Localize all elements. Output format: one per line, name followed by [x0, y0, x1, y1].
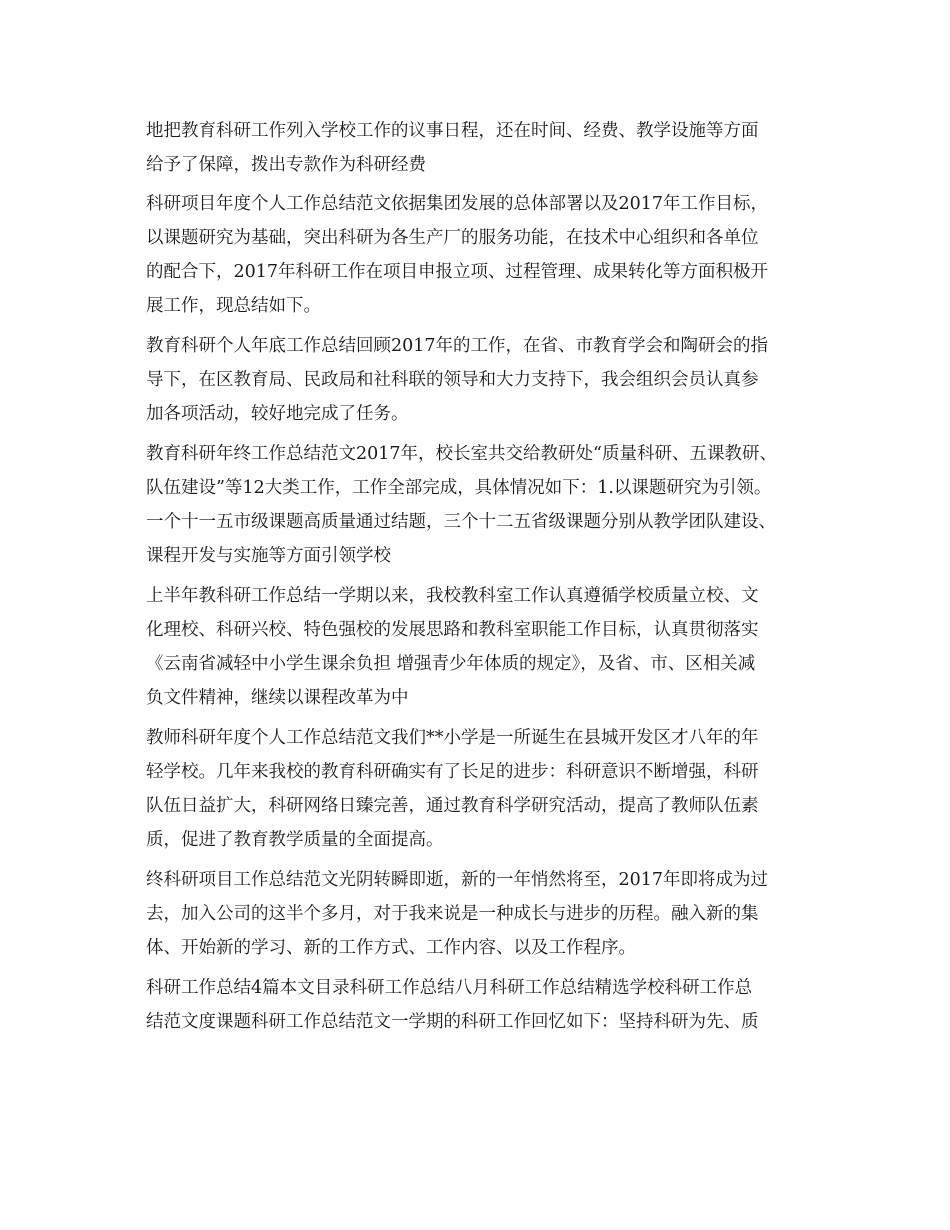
text-line: 化理校、科研兴校、特色强校的发展思路和教科室职能工作目标，认真贯彻落实: [146, 620, 759, 640]
text-line: 展工作，现总结如下。: [146, 296, 321, 316]
text-line: 终科研项目工作总结范文光阴转瞬即逝，新的一年悄然将至，2017年即将成为过: [146, 870, 769, 890]
text-line: 队伍日益扩大，科研网络日臻完善，通过教育科学研究活动，提高了教师队伍素: [146, 796, 759, 816]
text-line: 体、开始新的学习、新的工作方式、工作内容、以及工作程序。: [146, 938, 636, 958]
text-line: 质，促进了教育教学质量的全面提高。: [146, 830, 444, 850]
text-line: 队伍建设”等12大类工作，工作全部完成，具体情况如下：1.以课题研究为引领。: [146, 478, 772, 498]
text-line: 以课题研究为基础，突出科研为各生产厂的服务功能，在技术中心组织和各单位: [146, 228, 759, 248]
text-line: 给予了保障，拨出专款作为科研经费: [146, 155, 426, 175]
text-line: 科研项目年度个人工作总结范文依据集团发展的总体部署以及2017年工作目标，: [146, 194, 769, 214]
text-line: 负文件精神，继续以课程改革为中: [146, 688, 409, 708]
text-line: 课程开发与实施等方面引领学校: [146, 546, 391, 566]
text-line: 科研工作总结4篇本文目录科研工作总结八月科研工作总结精选学校科研工作总: [146, 978, 753, 998]
text-line: 教师科研年度个人工作总结范文我们**小学是一所诞生在县城开发区才八年的年: [146, 728, 759, 748]
text-line: 结范文度课题科研工作总结范文一学期的科研工作回忆如下：坚持科研为先、质: [146, 1012, 759, 1032]
text-line: 地把教育科研工作列入学校工作的议事日程，还在时间、经费、教学设施等方面: [146, 121, 759, 141]
text-line: 去，加入公司的这半个多月，对于我来说是一种成长与进步的历程。融入新的集: [146, 904, 759, 924]
text-line: 的配合下，2017年科研工作在项目申报立项、过程管理、成果转化等方面积极开: [146, 262, 769, 282]
text-line: 教育科研个人年底工作总结回顾2017年的工作，在省、市教育学会和陶研会的指: [146, 336, 769, 356]
text-line: 加各项活动，较好地完成了任务。: [146, 404, 409, 424]
text-line: 轻学校。几年来我校的教育科研确实有了长足的进步：科研意识不断增强，科研: [146, 762, 759, 782]
text-line: 《云南省减轻中小学生课余负担 增强青少年体质的规定》，及省、市、区相关减: [146, 654, 756, 674]
text-line: 上半年教科研工作总结一学期以来，我校教科室工作认真遵循学校质量立校、文: [146, 586, 759, 606]
text-line: 导下，在区教育局、民政局和社科联的领导和大力支持下，我会组织会员认真参: [146, 370, 759, 390]
text-line: 一个十一五市级课题高质量通过结题，三个十二五省级课题分别从教学团队建设、: [146, 512, 776, 532]
text-line: 教育科研年终工作总结范文2017年，校长室共交给教研处“质量科研、五课教研、: [146, 444, 777, 464]
